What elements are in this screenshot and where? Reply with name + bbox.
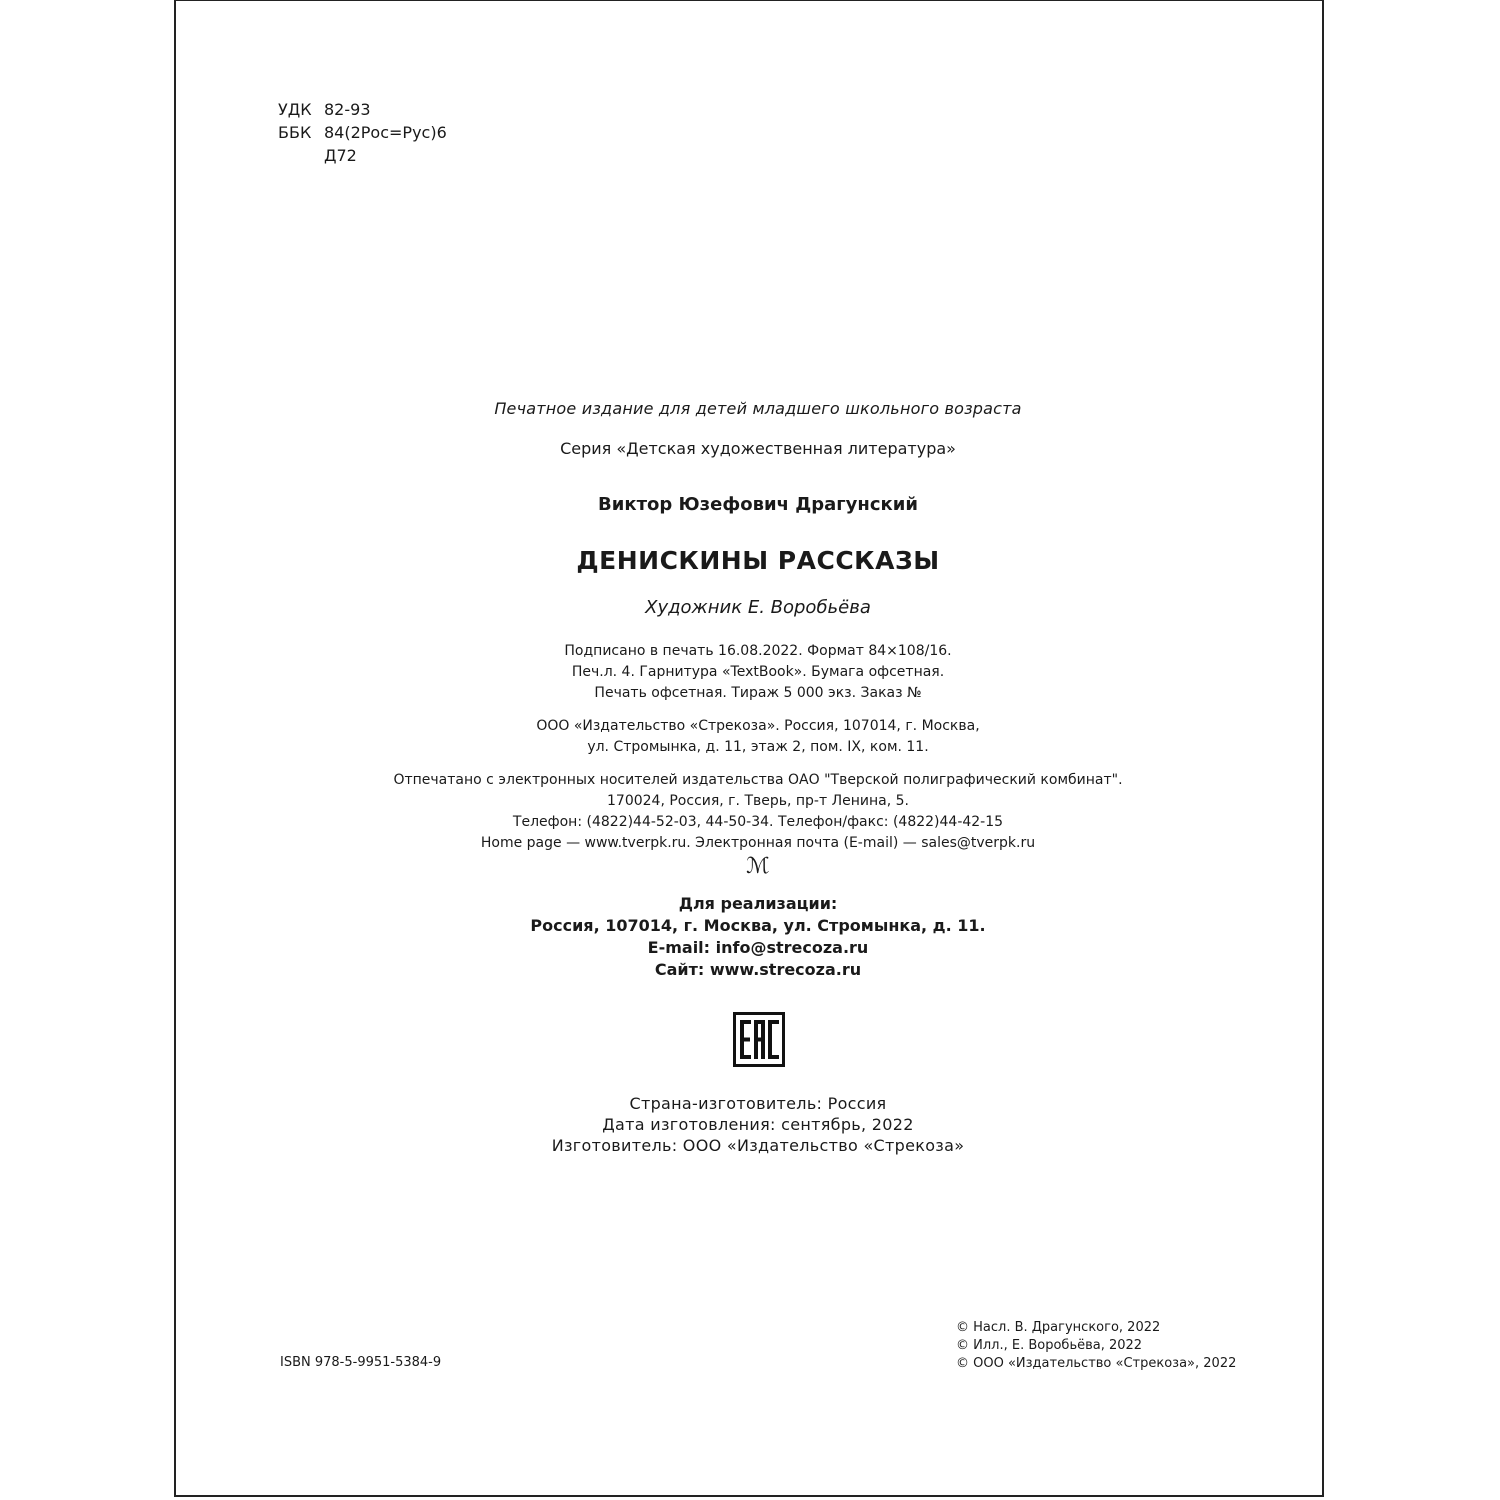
sales-site: Сайт: www.strecoza.ru bbox=[654, 960, 862, 979]
print-info bbox=[174, 641, 1342, 704]
eac-mark-icon bbox=[733, 1012, 785, 1067]
isbn: ISBN 978-5-9951-5384-9 bbox=[280, 1355, 442, 1370]
edition-note: Печатное издание для детей младшего школьного возраста bbox=[494, 399, 1022, 418]
manufacturer-line: Страна-изготовитель: Россия bbox=[629, 1094, 887, 1113]
printer-line: 170024, Россия, г. Тверь, пр-т Ленина, 5. bbox=[607, 793, 909, 809]
copyright-line: © ООО «Издательство «Стрекоза», 2022 bbox=[956, 1356, 1237, 1371]
printer-info bbox=[174, 770, 1342, 854]
copyright-line: © Насл. В. Драгунского, 2022 bbox=[956, 1320, 1161, 1335]
udk-value: 82-93 bbox=[324, 100, 371, 119]
bbk-row bbox=[278, 121, 447, 144]
print-info-line: Печать офсетная. Тираж 5 000 экз. Заказ № bbox=[594, 685, 922, 701]
printer-logo-icon: ℳ bbox=[746, 854, 770, 879]
classification-block bbox=[278, 98, 447, 167]
udk-label: УДК bbox=[278, 100, 312, 119]
author-mark: Д72 bbox=[324, 146, 357, 165]
series-name: Серия «Детская художественная литература» bbox=[560, 439, 956, 458]
copyright-line: © Илл., Е. Воробьёва, 2022 bbox=[956, 1338, 1143, 1353]
print-info-line: Подписано в печать 16.08.2022. Формат 84×108/16. bbox=[564, 643, 952, 659]
author-name: Виктор Юзефович Драгунский bbox=[598, 494, 918, 515]
artist-credit: Художник Е. Воробьёва bbox=[645, 597, 871, 618]
sales-email: E-mail: info@strecoza.ru bbox=[647, 938, 869, 957]
udk-row bbox=[278, 98, 447, 121]
print-info-line: Печ.л. 4. Гарнитура «TextBook». Бумага офсетная. bbox=[571, 664, 945, 680]
publisher-info bbox=[174, 716, 1342, 758]
bbk-label: ББК bbox=[278, 123, 312, 142]
svg-text:EAC: EAC bbox=[759, 1066, 761, 1067]
printer-line: Home page — www.tverpk.ru. Электронная почта (E-mail) — sales@tverpk.ru bbox=[480, 835, 1036, 851]
publisher-line: ООО «Издательство «Стрекоза». Россия, 107014, г. Москва, bbox=[536, 718, 980, 734]
copyright-block bbox=[956, 1319, 1236, 1373]
manufacturer-line: Изготовитель: ООО «Издательство «Стрекоза» bbox=[551, 1136, 965, 1155]
sales-address: Россия, 107014, г. Москва, ул. Стромынка, д. 11. bbox=[530, 916, 986, 935]
printer-line: Отпечатано с электронных носителей издательства ОАО "Тверской полиграфический комбинат". bbox=[393, 772, 1123, 788]
printer-line: Телефон: (4822)44-52-03, 44-50-34. Телефон/факс: (4822)44-42-15 bbox=[512, 814, 1004, 830]
publisher-line: ул. Стромынка, д. 11, этаж 2, пом. IX, ком. 11. bbox=[587, 739, 929, 755]
bbk-value: 84(2Рос=Рус)6 bbox=[324, 123, 447, 142]
book-title: ДЕНИСКИНЫ РАССКАЗЫ bbox=[576, 546, 940, 575]
manufacturer-info bbox=[174, 1093, 1342, 1156]
manufacturer-line: Дата изготовления: сентябрь, 2022 bbox=[602, 1115, 914, 1134]
sales-info bbox=[174, 893, 1342, 981]
sales-heading: Для реализации: bbox=[678, 894, 838, 913]
